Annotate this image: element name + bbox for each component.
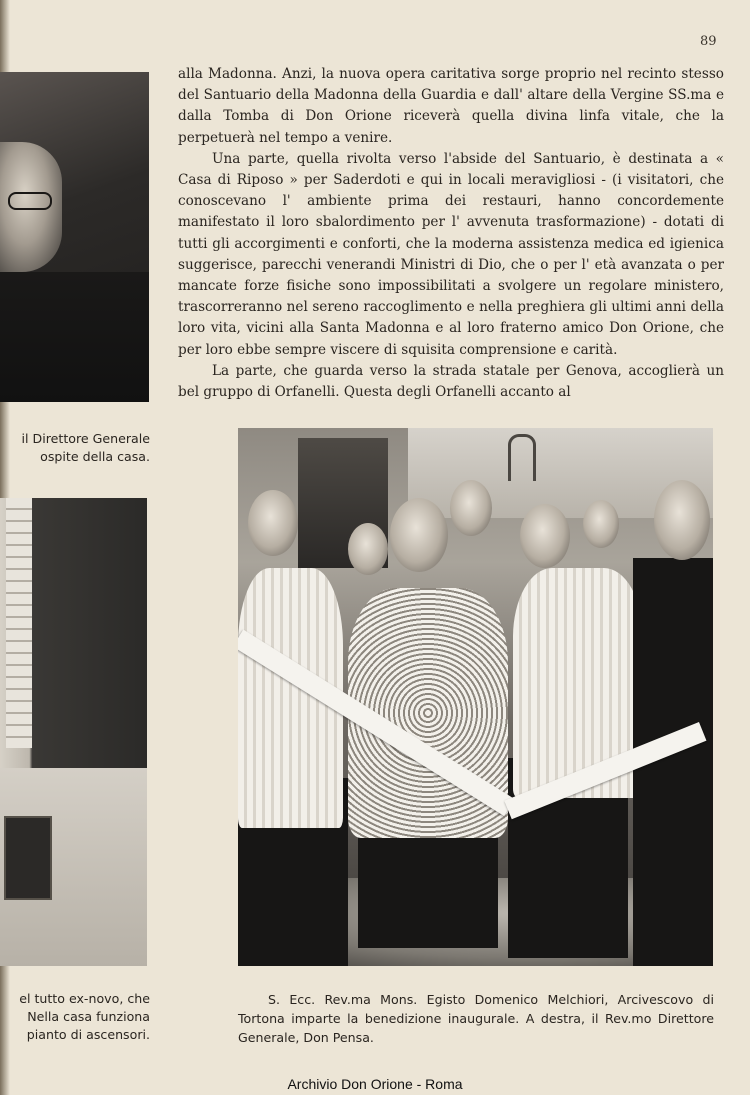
portrait-robe xyxy=(0,272,149,402)
photo-bystander-head xyxy=(583,500,619,548)
caption-text: S. Ecc. Rev.ma Mons. Egisto Domenico Melchiori, Arcivescovo di Tortona imparte la benedizione inaugurale. A destra, il Rev.mo Direttore Generale, Don Pensa. xyxy=(238,992,714,1045)
caption-line: el tutto ex-novo, che xyxy=(19,991,150,1006)
photo-priest-head xyxy=(520,504,570,568)
interior-pillar xyxy=(6,498,32,748)
left-caption-interior xyxy=(0,990,150,1044)
photo-cleric-left-head xyxy=(248,490,298,556)
left-photo-interior xyxy=(0,498,147,966)
photo-director-head xyxy=(654,480,710,560)
portrait-glasses xyxy=(8,192,52,210)
caption-line: Nella casa funziona xyxy=(27,1009,150,1024)
paragraph: La parte, che guarda verso la strada statale per Genova, accoglierà un bel gruppo di Orfanelli. Questa degli Orfanelli accanto al xyxy=(178,362,724,401)
paragraph: alla Madonna. Anzi, la nuova opera caritativa sorge proprio nel recinto stesso del Santuario della Madonna della Guardia e dall' altare della Vergine SS.ma e dalla Tomba di Don Orione riceverà quella divina linfa vitale, che la perpetuerà nel tempo a venire. xyxy=(178,66,724,146)
photo-bystander-head xyxy=(450,480,492,536)
photo-bystander-head xyxy=(348,523,388,575)
caption-line: il Direttore Generale xyxy=(21,431,150,446)
main-photo-caption xyxy=(238,990,714,1047)
article-body xyxy=(178,64,724,403)
photo-archbishop-head xyxy=(390,498,448,572)
interior-elevator-panel xyxy=(4,816,52,900)
left-caption-portrait xyxy=(0,430,150,466)
caption-line: pianto di ascensori. xyxy=(26,1027,150,1042)
archive-footer: Archivio Don Orione - Roma xyxy=(287,1076,463,1092)
photo-wall-niche xyxy=(508,434,536,481)
paragraph: Una parte, quella rivolta verso l'abside del Santuario, è destinata a « Casa di Riposo » per Saderdoti e qui in locali meravigliosi - (i visitatori, che conoscevano l' ambiente prima dei restauri, hanno concordemente manifestato il loro sbalordimento per l' avvenuta trasformazione) - dotati di tutti gli accorgimenti e conforti, che la moderna assistenza medica ed igienica suggerisce, parecchi venerandi Ministri di Dio, che o per l' età avanzata o per mancate forze fisiche sono impossibilitati a svolgere un regolare ministero, trascorreranno nel sereno raccoglimento e nella preghiera gli ultimi anni della loro vita, vicini alla Santa Madonna e al loro fraterno amico Don Orione, che per loro ebbe sempre viscere di squisita comprensione e carità. xyxy=(178,150,724,358)
left-photo-portrait xyxy=(0,72,149,402)
caption-line: ospite della casa. xyxy=(40,449,150,464)
page-number: 89 xyxy=(700,34,717,49)
main-photo-blessing xyxy=(238,428,713,966)
